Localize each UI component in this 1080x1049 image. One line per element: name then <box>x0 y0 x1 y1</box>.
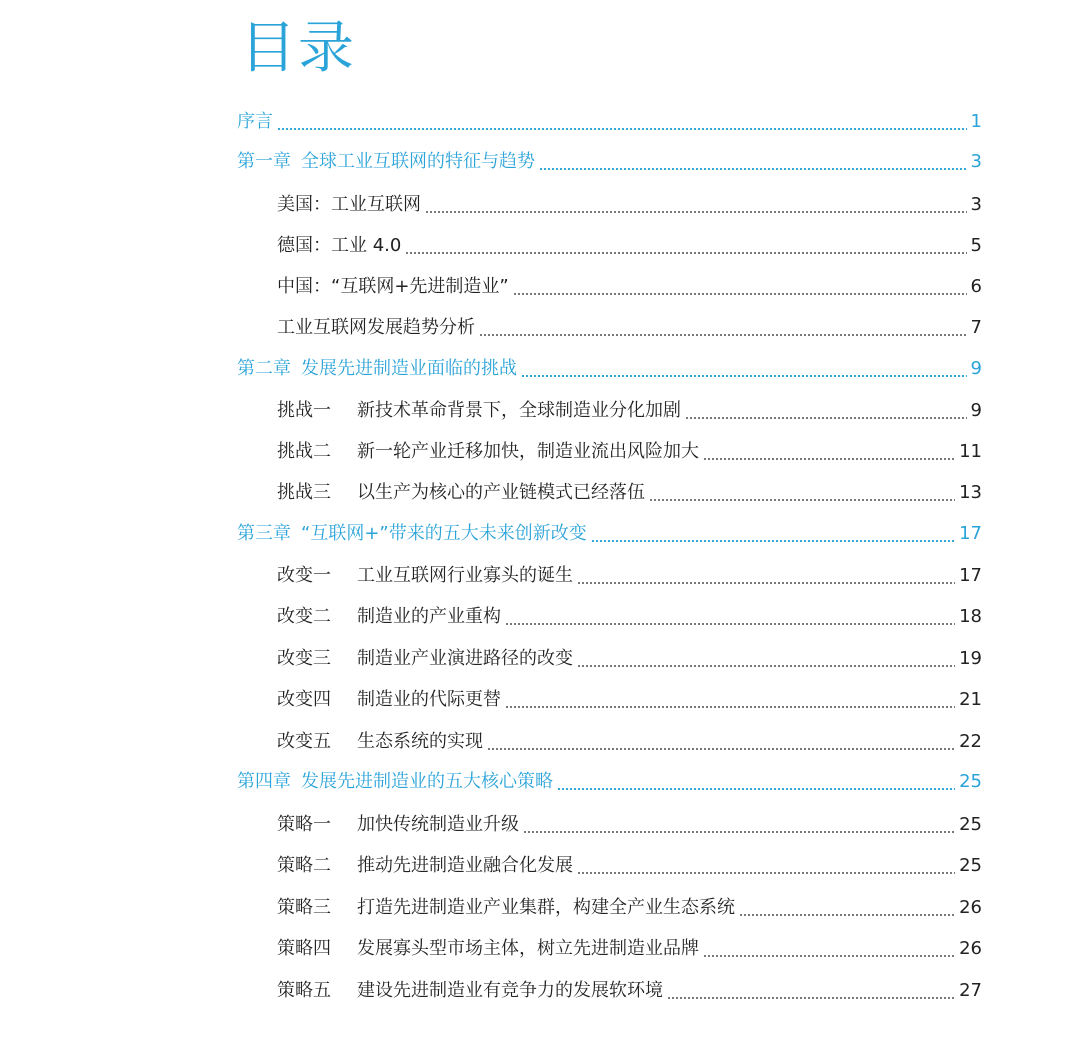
toc-entry-prefix: 策略三 <box>277 897 331 918</box>
toc-page-number: 3 <box>970 151 982 172</box>
toc-entry-section[interactable] <box>277 190 982 220</box>
toc-entry-label: 改变三 制造业产业演进路径的改变 <box>277 644 573 674</box>
toc-page-number: 17 <box>959 565 982 586</box>
dot-leader <box>425 211 967 213</box>
toc-entry-section[interactable] <box>277 272 982 302</box>
toc-page-number: 17 <box>959 523 982 544</box>
toc-entry-prefix: 第三章 <box>237 523 291 544</box>
page-title: 目录 <box>240 16 356 81</box>
dot-leader <box>505 623 955 625</box>
toc-entry-prefix: 挑战三 <box>277 482 331 503</box>
toc-page-number: 25 <box>959 771 982 792</box>
toc-entry-section[interactable] <box>277 602 982 632</box>
toc-entry-label: 改变二 制造业的产业重构 <box>277 602 501 632</box>
toc-entry-section[interactable] <box>277 644 982 674</box>
toc-page-number: 9 <box>970 358 982 379</box>
toc-page-number: 1 <box>970 111 982 132</box>
toc-entry-label: 序言 <box>237 111 273 132</box>
toc-entry-section[interactable] <box>277 893 982 923</box>
toc-entry-section[interactable] <box>277 561 982 591</box>
toc-entry-prefix: 改变四 <box>277 689 331 710</box>
toc-page-number: 5 <box>970 235 982 256</box>
toc-page-number: 25 <box>959 814 982 835</box>
dot-leader <box>479 334 967 336</box>
toc-entry-label: 策略三 打造先进制造业产业集群，构建全产业生态系统 <box>277 893 735 923</box>
dot-leader <box>591 540 955 542</box>
toc-entry-prefix: 改变二 <box>277 606 331 627</box>
toc-page-number: 26 <box>959 938 982 959</box>
toc-entry-prefix: 策略四 <box>277 938 331 959</box>
dot-leader <box>703 458 955 460</box>
toc-entry-label: 第二章 发展先进制造业面临的挑战 <box>237 354 517 384</box>
dot-leader <box>685 417 967 419</box>
toc-entry-prefix: 第一章 <box>237 151 291 172</box>
dot-leader <box>739 914 955 916</box>
toc-entry-label: 改变四 制造业的代际更替 <box>277 685 501 715</box>
dot-leader <box>557 788 955 790</box>
toc-entry-label: 第四章 发展先进制造业的五大核心策略 <box>237 767 553 797</box>
toc-entry-label: 美国：工业互联网 <box>277 194 421 215</box>
toc-entry-prefix: 策略一 <box>277 814 331 835</box>
toc-entry-section[interactable] <box>277 934 982 964</box>
toc-entry-label: 挑战二 新一轮产业迁移加快，制造业流出风险加大 <box>277 437 699 467</box>
toc-entry-label: 挑战一 新技术革命背景下，全球制造业分化加剧 <box>277 396 681 426</box>
toc-entry-label: 德国：工业 4.0 <box>277 235 402 256</box>
toc-entry-label: 第三章 “互联网+”带来的五大未来创新改变 <box>237 519 587 549</box>
toc-entry-prefix: 挑战二 <box>277 441 331 462</box>
toc-entry-prefix: 改变三 <box>277 648 331 669</box>
toc-entry-label: 改变五 生态系统的实现 <box>277 727 483 757</box>
toc-entry-label: 改变一 工业互联网行业寡头的诞生 <box>277 561 573 591</box>
toc-entry-section[interactable] <box>277 437 982 467</box>
toc-page-number: 7 <box>970 317 982 338</box>
toc-entry-label: 策略四 发展寡头型市场主体，树立先进制造业品牌 <box>277 934 699 964</box>
dot-leader <box>513 293 967 295</box>
toc-page-number: 11 <box>959 441 982 462</box>
toc-page-number: 13 <box>959 482 982 503</box>
toc-page-number: 6 <box>970 276 982 297</box>
toc-page-number: 18 <box>959 606 982 627</box>
toc-entry-prefix: 改变一 <box>277 565 331 586</box>
toc-entry-prefix: 第二章 <box>237 358 291 379</box>
toc-entry-chapter-2[interactable] <box>237 354 982 384</box>
toc-page-number: 25 <box>959 855 982 876</box>
toc-entry-section[interactable] <box>277 478 982 508</box>
toc-page-number: 26 <box>959 897 982 918</box>
toc-entry-section[interactable] <box>277 685 982 715</box>
toc-entry-prefix: 策略五 <box>277 980 331 1001</box>
toc-entry-prefix: 改变五 <box>277 731 331 752</box>
toc-entry-prefix: 策略二 <box>277 855 331 876</box>
toc-entry-chapter-4[interactable] <box>237 767 982 797</box>
dot-leader <box>521 375 967 377</box>
toc-page-number: 3 <box>970 194 982 215</box>
toc-entry-label: 策略一 加快传统制造业升级 <box>277 810 519 840</box>
dot-leader <box>523 831 955 833</box>
toc-entry-section[interactable] <box>277 810 982 840</box>
toc-entry-section[interactable] <box>277 313 982 343</box>
toc-page-number: 21 <box>959 689 982 710</box>
toc-entry-label: 策略二 推动先进制造业融合化发展 <box>277 851 573 881</box>
toc-entry-label: 中国：“互联网+先进制造业” <box>277 276 509 297</box>
dot-leader <box>577 665 955 667</box>
toc-entry-section[interactable] <box>277 976 982 1006</box>
toc-entry-label: 策略五 建设先进制造业有竞争力的发展软环境 <box>277 976 663 1006</box>
toc-entry-label: 第一章 全球工业互联网的特征与趋势 <box>237 147 535 177</box>
dot-leader <box>539 168 967 170</box>
toc-page-number: 27 <box>959 980 982 1001</box>
dot-leader <box>487 748 955 750</box>
toc-entry-label: 挑战三 以生产为核心的产业链模式已经落伍 <box>277 478 645 508</box>
toc-page-number: 19 <box>959 648 982 669</box>
toc-entry-label: 工业互联网发展趋势分析 <box>277 317 475 338</box>
toc-entry-chapter-1[interactable] <box>237 147 982 177</box>
dot-leader <box>505 706 955 708</box>
toc-entry-prefix: 第四章 <box>237 771 291 792</box>
dot-leader <box>649 499 955 501</box>
dot-leader <box>703 955 955 957</box>
toc-entry-section[interactable] <box>277 231 982 261</box>
dot-leader <box>577 582 955 584</box>
toc-entry-preface[interactable] <box>237 107 982 137</box>
toc-page-number: 22 <box>959 731 982 752</box>
dot-leader <box>667 997 955 999</box>
toc-entry-section[interactable] <box>277 851 982 881</box>
toc-entry-section[interactable] <box>277 396 982 426</box>
toc-entry-prefix: 挑战一 <box>277 400 331 421</box>
toc-entry-section[interactable] <box>277 727 982 757</box>
toc-page-number: 9 <box>970 400 982 421</box>
toc-entry-chapter-3[interactable] <box>237 519 982 549</box>
dot-leader <box>277 128 967 130</box>
dot-leader <box>577 872 955 874</box>
dot-leader <box>405 252 966 254</box>
